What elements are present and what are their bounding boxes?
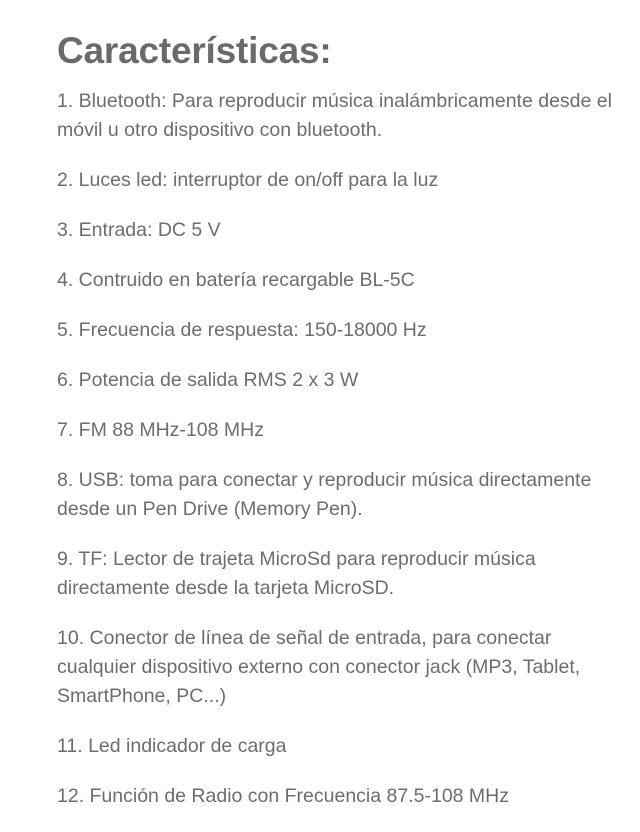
features-section xyxy=(57,28,617,832)
feature-item-battery: 4. Contruido en batería recargable BL-5C xyxy=(57,269,415,291)
feature-item-line-in: 10. Conector de línea de señal de entrada, para conectar cualquier dispositivo externo con conector jack (MP3, Tablet, SmartPhone, PC...) xyxy=(57,627,581,707)
feature-item-usb: 8. USB: toma para conectar y reproducir música directamente desde un Pen Drive (Memory Pen). xyxy=(57,469,592,520)
feature-item-fm: 7. FM 88 MHz-108 MHz xyxy=(57,419,264,441)
feature-item-charge-led: 11. Led indicador de carga xyxy=(57,735,287,757)
section-heading: Características: xyxy=(57,30,332,71)
feature-item-input: 3. Entrada: DC 5 V xyxy=(57,219,221,241)
feature-item-radio: 12. Función de Radio con Frecuencia 87.5-108 MHz xyxy=(57,785,510,807)
feature-item-frequency-response: 5. Frecuencia de respuesta: 150-18000 Hz xyxy=(57,319,427,341)
feature-item-tf-card: 9. TF: Lector de trajeta MicroSd para reproducir música directamente desde la tarjeta MicroSD. xyxy=(57,548,536,599)
feature-item-led-lights: 2. Luces led: interruptor de on/off para la luz xyxy=(57,169,439,191)
feature-item-bluetooth: 1. Bluetooth: Para reproducir música inalámbricamente desde el móvil u otro dispositivo con bluetooth. xyxy=(57,90,612,141)
features-list xyxy=(57,87,617,811)
feature-item-output-power: 6. Potencia de salida RMS 2 x 3 W xyxy=(57,369,359,391)
